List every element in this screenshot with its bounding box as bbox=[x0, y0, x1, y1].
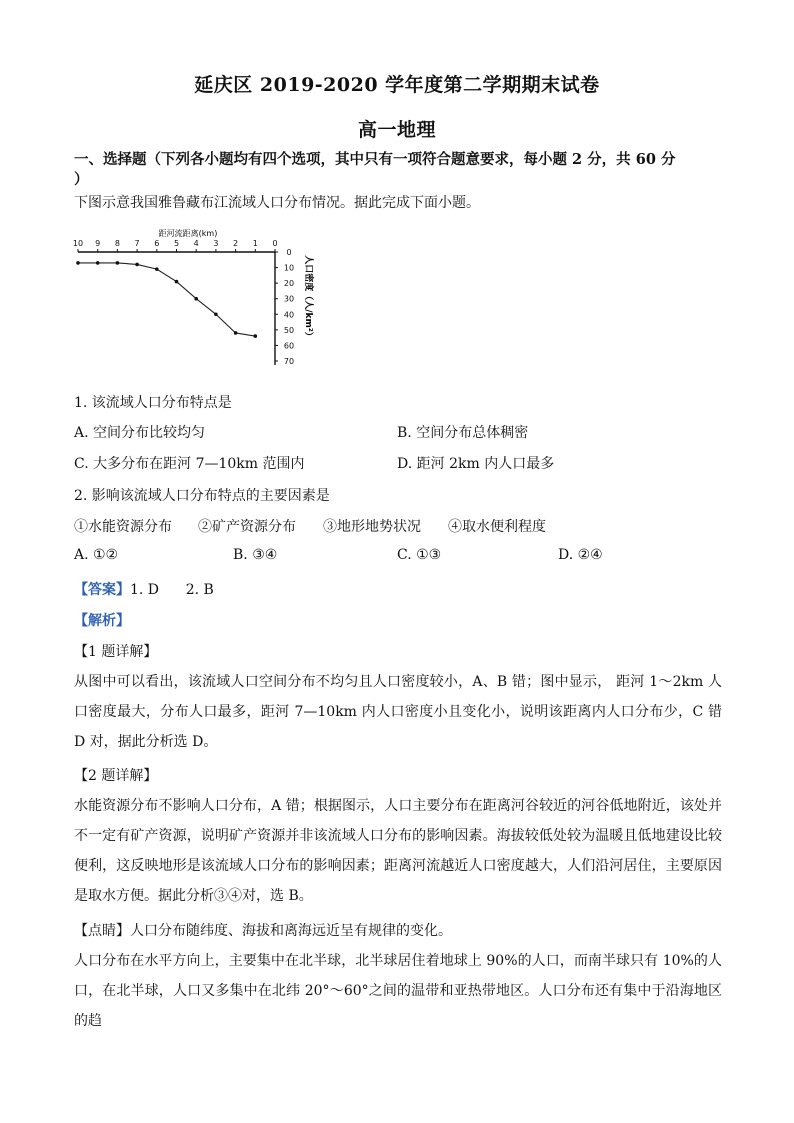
section-intro: 下图示意我国雅鲁藏布江流域人口分布情况。据此完成下面小题。 bbox=[74, 195, 480, 211]
chart-x-tick-label: 5 bbox=[173, 239, 180, 248]
chart-x-tick-label: 1 bbox=[252, 239, 258, 248]
chart-y-tick-label: 30 bbox=[283, 294, 295, 304]
q2-option-b[interactable]: B. ③④ bbox=[233, 547, 278, 563]
chart-series-line bbox=[78, 263, 255, 336]
q2-factor-4: ④取水便利程度 bbox=[448, 519, 546, 535]
chart-x-tick-label: 10 bbox=[72, 239, 84, 248]
chart-title: 距河流距离(km) bbox=[158, 229, 218, 238]
page-subtitle: 高一地理 bbox=[357, 119, 436, 141]
q2-detail-text: 水能资源分布不影响人口分布，A 错；根据图示，人口主要分布在距离河谷较近的河谷低地附近，该处并不一定有矿产资源，说明矿产资源并非该流域人口分布的影响因素。海拔较低处较为温暖且低地建设比较便利，这反映地形是该流域人口分布的影响因素；距离河流越近人口密度越大，人们沿河居住，主要原因是取水方便。据此分析③④对，选 B。 bbox=[74, 798, 722, 904]
population-density-chart bbox=[70, 228, 330, 373]
tip-text: 人口分布随纬度、海拔和离海远近呈有规律的变化。 bbox=[130, 923, 452, 939]
section-heading-cont: ） bbox=[74, 171, 89, 188]
chart-y-tick-label: 20 bbox=[283, 279, 295, 289]
section-heading: 一、选择题（下列各小题均有四个选项，其中只有一项符合题意要求，每小题 2 分，共 60 分 bbox=[74, 151, 676, 168]
chart-x-tick-label: 4 bbox=[193, 239, 199, 248]
chart-x-tick-label: 2 bbox=[233, 239, 239, 248]
chart-data-point bbox=[234, 331, 238, 335]
q1-option-b[interactable]: B. 空间分布总体稠密 bbox=[397, 425, 529, 441]
q2-factor-2: ②矿产资源分布 bbox=[198, 519, 296, 535]
answer-label: 【答案】 bbox=[74, 582, 130, 598]
q2-factor-3: ③地形地势状况 bbox=[323, 519, 421, 535]
chart-x-tick-label: 9 bbox=[95, 239, 101, 248]
chart-x-tick-label: 8 bbox=[114, 239, 120, 248]
q1-detail-text: 从图中可以看出，该流域人口空间分布不均匀且人口密度较小，A、B 错；图中显示， 距河 1～2km 人口密度最大，分布人口最多，距河 7—10km 内人口密度小且变化小，说明该距离内人口分布少，C 错 D 对，据此分析选 D。 bbox=[74, 674, 722, 750]
chart-data-point bbox=[116, 261, 120, 265]
analysis-label-text: 【解析】 bbox=[74, 613, 130, 629]
q1-detail-label: 【1 题详解】 bbox=[74, 644, 158, 660]
q2-detail-label: 【2 题详解】 bbox=[74, 768, 158, 784]
q2-factor-1: ①水能资源分布 bbox=[74, 519, 172, 535]
chart-x-tick-label: 6 bbox=[154, 239, 160, 248]
chart-y-tick-label: 50 bbox=[283, 325, 295, 335]
chart-y-tick-label: 40 bbox=[283, 310, 295, 320]
chart-x-tick-label: 0 bbox=[272, 239, 278, 248]
q1-option-c[interactable]: C. 大多分布在距河 7—10km 范围内 bbox=[74, 456, 305, 472]
chart-data-point bbox=[96, 261, 100, 265]
q2-option-d[interactable]: D. ②④ bbox=[558, 547, 603, 563]
chart-y-tick-label: 0 bbox=[286, 248, 292, 257]
q1-option-d[interactable]: D. 距河 2km 内人口最多 bbox=[397, 456, 555, 472]
q2-option-c[interactable]: C. ①③ bbox=[397, 547, 442, 563]
chart-data-point bbox=[155, 267, 159, 271]
q2-stem: 2. 影响该流域人口分布特点的主要因素是 bbox=[74, 488, 330, 504]
chart-y-axis-label: 人口密度（人/km²） bbox=[303, 255, 313, 341]
chart-data-point bbox=[254, 334, 258, 338]
chart-y-tick-label: 70 bbox=[283, 357, 295, 366]
chart-data-point bbox=[76, 261, 80, 265]
chart-y-tick-label: 10 bbox=[283, 263, 295, 273]
chart-data-point bbox=[194, 297, 198, 301]
q1-stem: 1. 该流域人口分布特点是 bbox=[74, 395, 232, 411]
tip-label: 【点睛】 bbox=[74, 923, 130, 939]
extra-text: 人口分布在水平方向上，主要集中在北半球，北半球居住着地球上 90%的人口，而南半球只有 10%的人口，在北半球，人口又多集中在北纬 20°～60°之间的温带和亚热带地区。人口分布还有集中于沿海地区的趋 bbox=[74, 953, 722, 1029]
tip-row bbox=[74, 920, 452, 940]
chart-data-point bbox=[175, 280, 179, 284]
chart-x-tick-label: 7 bbox=[134, 239, 140, 248]
answer-text: 1. D 2. B bbox=[130, 582, 214, 598]
q2-option-a[interactable]: A. ①② bbox=[74, 547, 119, 563]
q1-option-a[interactable]: A. 空间分布比较均匀 bbox=[74, 425, 206, 441]
chart-data-point bbox=[214, 312, 218, 316]
chart-x-tick-label: 3 bbox=[213, 239, 219, 248]
analysis-label bbox=[74, 610, 130, 630]
page-title: 延庆区 2019-2020 学年度第二学期期末试卷 bbox=[194, 74, 600, 96]
answer-row bbox=[74, 579, 214, 599]
chart-y-tick-label: 60 bbox=[283, 341, 295, 351]
chart-data-point bbox=[135, 263, 139, 267]
